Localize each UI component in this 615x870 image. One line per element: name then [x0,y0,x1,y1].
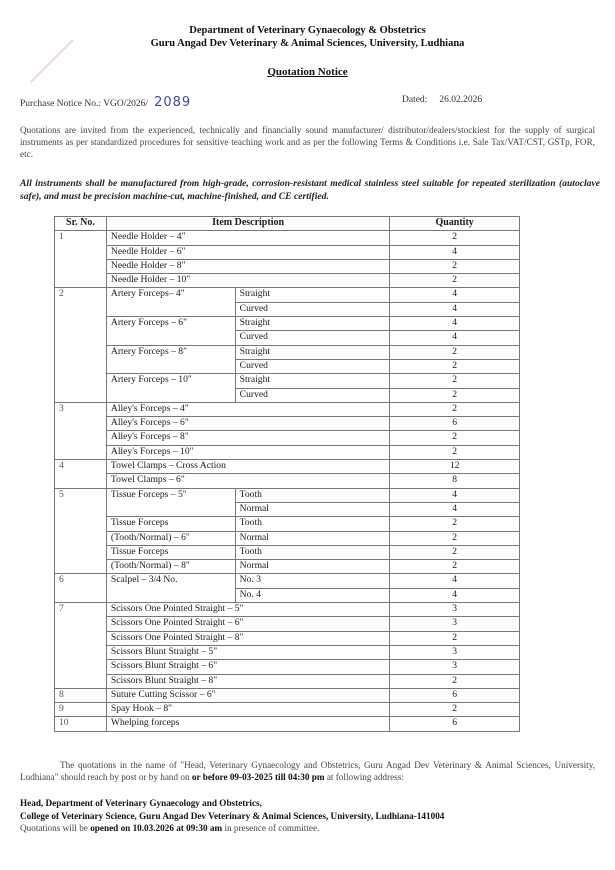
sr-no-cell: 10 [55,717,107,731]
item-variant-cell: No. 4 [235,588,390,602]
table-row [55,645,520,659]
item-variant-cell: Straight [235,374,390,388]
item-variant-cell: Curved [235,331,390,345]
item-variant-cell: Straight [235,317,390,331]
item-cell: (Tooth/Normal) – 8" [106,560,235,574]
quantity-cell: 2 [390,531,520,545]
submission-paragraph [20,759,595,783]
table-row [55,331,520,345]
sr-no-cell: 6 [55,574,107,588]
table-row [55,259,520,273]
quantity-cell: 2 [390,631,520,645]
table-row [55,231,520,245]
sr-no-cell: 3 [55,402,107,416]
quantity-cell: 4 [390,574,520,588]
item-variant-cell: Tooth [235,488,390,502]
quantity-cell: 6 [390,717,520,731]
purchase-notice-number [20,95,191,110]
table-row [55,274,520,288]
header-sr-no: Sr. No. [55,217,107,231]
item-cell: Scalpel – 3/4 No. [106,574,235,588]
quantity-cell: 2 [390,431,520,445]
item-cell: Scissors One Pointed Straight – 8" [106,631,389,645]
quantity-cell: 2 [390,545,520,559]
quantity-cell: 4 [390,502,520,516]
quantity-cell: 2 [390,345,520,359]
sr-no-cell: 8 [55,688,107,702]
dated-value: 26.02.2026 [439,95,483,105]
quantity-cell: 2 [390,274,520,288]
item-cell: Artery Forceps– 4" [106,288,235,302]
university-heading: Guru Angad Dev Veterinary & Animal Sciences, University, Ludhiana [150,38,465,49]
sr-no-cell [55,545,107,559]
table-row [55,517,520,531]
item-cell: Scissors One Pointed Straight – 6" [106,617,389,631]
sr-no-cell: 5 [55,488,107,502]
item-cell: Alley's Forceps – 8" [106,431,389,445]
sr-no-cell: 1 [55,231,107,245]
item-cell: Suture Cutting Scissor – 6" [106,688,389,702]
item-cell: Artery Forceps – 10" [106,374,235,388]
table-row [55,402,520,416]
item-variant-cell: Curved [235,359,390,373]
submission-text: The quotations in the name of "Head, Veterinary Gynaecology and Obstetrics, Guru Angad Dev Veterinary & Animal Sciences, University, Ludhiana" should reach by post or by hand on [20,760,595,782]
quantity-cell: 6 [390,417,520,431]
quantity-cell: 2 [390,402,520,416]
table-row [55,617,520,631]
quantity-cell: 2 [390,374,520,388]
quantity-cell: 4 [390,317,520,331]
table-row [55,345,520,359]
item-variant-cell: Tooth [235,517,390,531]
table-row [55,317,520,331]
sr-no-cell [55,631,107,645]
table-row [55,431,520,445]
quantity-cell: 4 [390,588,520,602]
table-row [55,703,520,717]
item-cell: Spay Hook – 8" [106,703,389,717]
sr-no-cell: 2 [55,288,107,302]
quantity-cell: 2 [390,231,520,245]
table-row [55,717,520,731]
item-cell: Alley's Forceps – 6" [106,417,389,431]
table-row [55,531,520,545]
table-row [55,474,520,488]
submission-text-end: at following address: [324,772,404,782]
quantity-cell: 2 [390,259,520,273]
handwritten-number: 2089 [154,95,192,110]
quantity-cell: 4 [390,288,520,302]
sr-no-cell [55,560,107,574]
header-item-description: Item Description [106,217,389,231]
item-variant-cell: Normal [235,531,390,545]
sr-no-cell [55,645,107,659]
items-table [54,216,520,732]
intro-paragraph: Quotations are invited from the experienced, technically and financially sound manufacturer/ distributor/dealers/stockiest for the supply of surgical instruments as per standardized procedures for sensitive teaching work and as per the following Terms & Conditions i.e. Sale Tax/VAT/CST, GSTp, FOR, etc. [20,125,595,159]
item-cell: Artery Forceps – 8" [106,345,235,359]
item-variant-cell: Straight [235,288,390,302]
item-cell: Towel Clamps – Cross Action [106,460,389,474]
sr-no-cell [55,531,107,545]
sr-no-cell [55,588,107,602]
quantity-cell: 3 [390,645,520,659]
table-row [55,588,520,602]
table-row [55,545,520,559]
quantity-cell: 3 [390,617,520,631]
item-cell [106,359,235,373]
item-cell: Tissue Forceps [106,545,235,559]
sr-no-cell: 7 [55,603,107,617]
item-variant-cell: Tooth [235,545,390,559]
sr-no-cell [55,274,107,288]
item-cell [106,588,235,602]
sr-no-cell [55,331,107,345]
quantity-cell: 2 [390,359,520,373]
table-row [55,288,520,302]
item-variant-cell: No. 3 [235,574,390,588]
sr-no-cell [55,517,107,531]
quantity-cell: 2 [390,445,520,459]
quantity-cell: 3 [390,603,520,617]
sr-no-cell [55,417,107,431]
quantity-cell: 2 [390,388,520,402]
item-cell: Scissors One Pointed Straight – 5" [106,603,389,617]
sr-no-cell [55,345,107,359]
item-cell [106,331,235,345]
item-variant-cell: Normal [235,560,390,574]
sr-no-cell [55,474,107,488]
table-row [55,560,520,574]
sr-no-cell [55,660,107,674]
item-cell: Scissors Blunt Straight – 5" [106,645,389,659]
quantity-cell: 2 [390,703,520,717]
item-cell: Tissue Forceps – 5" [106,488,235,502]
item-cell: Towel Clamps – 6" [106,474,389,488]
item-variant-cell: Normal [235,502,390,516]
item-cell: Scissors Blunt Straight – 6" [106,660,389,674]
title-text: Quotation Notice [267,66,348,78]
table-row [55,688,520,702]
sr-no-cell: 4 [55,460,107,474]
item-cell [106,302,235,316]
dated-label: Dated: [402,95,428,105]
address-line-1: Head, Department of Veterinary Gynaecology and Obstetrics, [20,798,262,808]
table-row [55,488,520,502]
table-row [55,631,520,645]
item-cell: Whelping forceps [106,717,389,731]
table-row [55,417,520,431]
table-row [55,674,520,688]
table-row [55,445,520,459]
table-row [55,302,520,316]
sr-no-cell [55,374,107,388]
table-row [55,603,520,617]
item-variant-cell: Curved [235,388,390,402]
table-row [55,359,520,373]
item-cell: Alley's Forceps – 10" [106,445,389,459]
department-heading: Department of Veterinary Gynaecology & Obstetrics [189,25,426,36]
quantity-cell: 2 [390,560,520,574]
opening-notice [20,823,319,833]
item-variant-cell: Straight [235,345,390,359]
sr-no-cell [55,674,107,688]
item-cell: Needle Holder – 4" [106,231,389,245]
address-line-2: College of Veterinary Science, Guru Angad Dev Veterinary & Animal Sciences, University, Ludhiana-141004 [20,811,445,821]
table-header-row [55,217,520,231]
sr-no-cell [55,317,107,331]
header-quantity: Quantity [390,217,520,231]
table-row [55,245,520,259]
table-row [55,502,520,516]
quantity-cell: 2 [390,517,520,531]
item-cell: Scissors Blunt Straight – 8" [106,674,389,688]
item-cell: Needle Holder – 10" [106,274,389,288]
sr-no-cell [55,359,107,373]
item-cell: Artery Forceps – 6" [106,317,235,331]
opening-text-end: in presence of committee. [222,823,320,833]
quantity-cell: 6 [390,688,520,702]
submission-deadline: or before 09-03-2025 till 04:30 pm [191,772,325,782]
quantity-cell: 3 [390,660,520,674]
sr-no-cell [55,259,107,273]
quantity-cell: 8 [390,474,520,488]
quantity-cell: 4 [390,302,520,316]
table-row [55,660,520,674]
opening-text: Quotations will be [20,823,91,833]
table-row [55,574,520,588]
item-variant-cell: Curved [235,302,390,316]
item-cell: (Tooth/Normal) – 6" [106,531,235,545]
item-cell: Needle Holder – 8" [106,259,389,273]
sr-no-cell [55,445,107,459]
page-title [0,66,615,78]
item-cell [106,502,235,516]
sr-no-cell [55,302,107,316]
sr-no-cell [55,502,107,516]
sr-no-cell [55,617,107,631]
sr-no-cell [55,431,107,445]
table-row [55,388,520,402]
quantity-cell: 4 [390,331,520,345]
requirement-paragraph: All instruments shall be manufactured from high-grade, corrosion-resistant medical stainless steel suitable for repeated sterilization (autoclave safe), and must be precision machine-cut, machine-finished, and CE certified. [20,178,600,202]
sr-no-cell: 9 [55,703,107,717]
table-row [55,374,520,388]
quantity-cell: 4 [390,488,520,502]
quantity-cell: 4 [390,245,520,259]
opening-date: opened on 10.03.2026 at 09:30 am [90,823,223,833]
quantity-cell: 12 [390,460,520,474]
table-row [55,460,520,474]
item-cell: Needle Holder – 6" [106,245,389,259]
table-body [55,231,520,731]
item-cell: Tissue Forceps [106,517,235,531]
sr-no-cell [55,245,107,259]
dated [402,95,482,105]
item-cell: Alley's Forceps – 4" [106,402,389,416]
sr-no-cell [55,388,107,402]
quantity-cell: 2 [390,674,520,688]
purchase-notice-label: Purchase Notice No.: VGO/2026/ [20,99,149,109]
item-cell [106,388,235,402]
